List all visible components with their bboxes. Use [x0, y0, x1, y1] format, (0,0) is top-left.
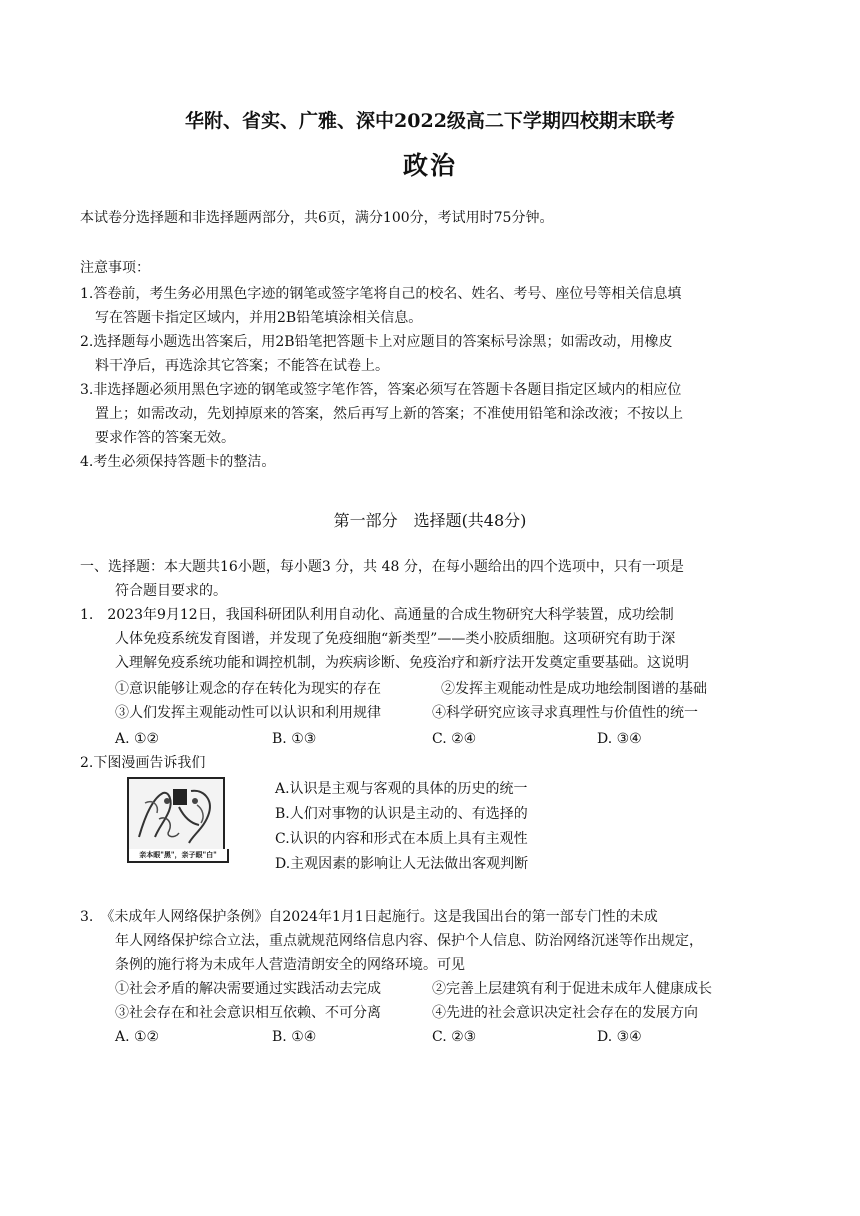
q3-option-d: D. ③④ [597, 1029, 642, 1045]
q2-option-d: D.主观因素的影响让人无法做出客观判断 [275, 856, 529, 872]
notice-line: 1.答卷前，考生务必用黑色字迹的钢笔或签字笔将自己的校名、姓名、考号、座位号等相关信息填 [80, 286, 682, 302]
notice-line: 写在答题卡指定区域内，并用2B铅笔填涂相关信息。 [95, 310, 423, 326]
q1-statement: ③人们发挥主观能动性可以认识和利用规律 [115, 705, 381, 721]
q3-option-a: A. ①② [115, 1029, 160, 1045]
exam-intro: 本试卷分选择题和非选择题两部分，共6页，满分100分，考试用时75分钟。 [80, 210, 554, 226]
notice-line: 2.选择题每小题选出答案后，用2B铅笔把答题卡上对应题目的答案标号涂黑；如需改动，用橡皮 [80, 334, 673, 350]
q1-statement: ④科学研究应该寻求真理性与价值性的统一 [432, 705, 698, 721]
notice-line: 要求作答的答案无效。 [95, 430, 235, 446]
notice-line: 4.考生必须保持答题卡的整洁。 [80, 454, 276, 470]
subject-title: 政治 [402, 151, 457, 180]
q1-option-d: D. ③④ [597, 731, 642, 747]
q2-option-a: A.认识是主观与客观的具体的历史的统一 [275, 781, 528, 797]
q3-stem: 3. 《未成年人网络保护条例》自2024年1月1日起施行。这是我国出台的第一部专门性的未成 [80, 909, 658, 925]
q3-statement: ①社会矛盾的解决需要通过实践活动去完成 [115, 981, 381, 997]
q2-option-b: B.人们对事物的认识是主动的、有选择的 [275, 806, 528, 822]
cartoon-image [127, 777, 225, 851]
q3-stem: 条例的施行将为未成年人营造清朗安全的网络环境。可见 [115, 957, 465, 973]
notice-heading: 注意事项： [80, 260, 150, 276]
q2-option-c: C.认识的内容和形式在本质上具有主观性 [275, 831, 528, 847]
q1-stem: 人体免疫系统发育图谱，并发现了免疫细胞“新类型”——类小胶质细胞。这项研究有助于深 [115, 631, 676, 647]
q2-stem: 2.下图漫画告诉我们 [80, 755, 206, 771]
q3-stem: 年人网络保护综合立法，重点就规范网络信息内容、保护个人信息、防治网络沉迷等作出规定， [115, 933, 703, 949]
q1-option-b: B. ①③ [272, 731, 317, 747]
cartoon-drawing [129, 779, 223, 849]
section-instruction: 符合题目要求的。 [115, 583, 227, 599]
q3-statement: ②完善上层建筑有利于促进未成年人健康成长 [432, 981, 712, 997]
q1-option-c: C. ②④ [432, 731, 477, 747]
q1-stem: 1. 2023年9月12日，我国科研团队利用自动化、高通量的合成生物研究大科学装置，成功绘制 [80, 607, 674, 623]
q1-option-a: A. ①② [115, 731, 160, 747]
q3-statement: ③社会存在和社会意识相互依赖、不可分离 [115, 1005, 381, 1021]
q3-option-b: B. ①④ [272, 1029, 317, 1045]
q1-stem: 入理解免疫系统功能和调控机制，为疾病诊断、免疫治疗和新疗法开发奠定重要基础。这说明 [115, 655, 689, 671]
notice-line: 3.非选择题必须用黑色字迹的钢笔或签字笔作答，答案必须写在答题卡各题目指定区域内的相应位 [80, 382, 682, 398]
cartoon-caption: 亲本眼"黑"，亲子眼"白" [127, 849, 229, 863]
q3-statement: ④先进的社会意识决定社会存在的发展方向 [432, 1005, 698, 1021]
section-instruction: 一、选择题：本大题共16小题，每小题3 分，共 48 分，在每小题给出的四个选项中，只有一项是 [80, 559, 684, 575]
notice-line: 置上；如需改动，先划掉原来的答案，然后再写上新的答案；不准使用铅笔和涂改液；不按以上 [95, 406, 683, 422]
q1-statement: ②发挥主观能动性是成功地绘制图谱的基础 [441, 681, 707, 697]
part-title: 第一部分 选择题(共48分) [333, 511, 527, 530]
q1-statement: ①意识能够让观念的存在转化为现实的存在 [115, 681, 381, 697]
notice-line: 料干净后，再选涂其它答案；不能答在试卷上。 [95, 358, 389, 374]
exam-title: 华附、省实、广雅、深中2022级高二下学期四校期末联考 [185, 110, 675, 132]
q3-option-c: C. ②③ [432, 1029, 477, 1045]
